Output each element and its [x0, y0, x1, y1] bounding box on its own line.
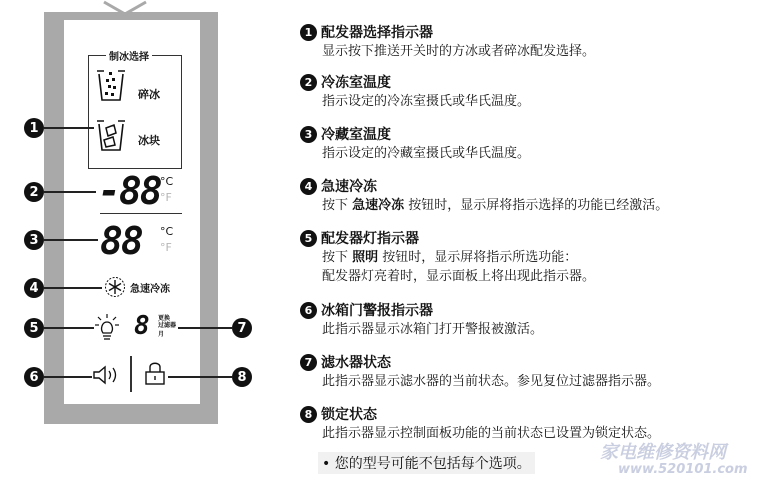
item-text: 按下 急速冷冻 按钮时，显示屏将指示选择的功能已经激活。	[322, 198, 669, 213]
cube-ice-icon[interactable]	[96, 118, 126, 152]
callout-8: 8	[232, 367, 252, 387]
description-item-7	[300, 352, 782, 391]
item-title: 滤水器状态	[321, 355, 391, 371]
callout-7: 7	[232, 318, 252, 338]
fridge-unit-c: °C	[160, 225, 174, 238]
item-title: 冰箱门警报指示器	[321, 303, 433, 319]
leader-5	[44, 327, 94, 329]
display-divider	[100, 213, 182, 214]
callout-2: 2	[24, 182, 44, 202]
crushed-ice-label: 碎冰	[138, 88, 160, 101]
callout-6: 6	[24, 367, 44, 387]
freezer-temp-display: -88	[98, 169, 161, 213]
description-item-5	[300, 228, 782, 286]
light-bulb-icon	[94, 313, 120, 341]
item-number: 2	[300, 74, 317, 91]
leader-6	[44, 376, 92, 378]
leader-8	[168, 376, 232, 378]
description-item-6	[300, 300, 782, 339]
item-text: 按下 照明 按钮时，显示屏将指示所选功能：	[322, 250, 578, 265]
item-text-line-2: 配发器灯亮着时，显示面板上将出现此指示器。	[322, 269, 596, 284]
leader-7	[178, 327, 232, 329]
item-text: 指示设定的冷冻室摄氏或华氏温度。	[322, 94, 531, 109]
filter-text-3: 月	[158, 331, 165, 338]
lock-icon[interactable]	[143, 361, 167, 387]
callout-3: 3	[24, 230, 44, 250]
cube-ice-label: 冰块	[138, 134, 160, 147]
fridge-temp-display: 88	[100, 219, 142, 263]
item-text: 此指示器显示冰箱门打开警报被激活。	[322, 322, 544, 337]
callout-5: 5	[24, 318, 44, 338]
leader-2	[44, 191, 96, 193]
description-item-1	[300, 22, 782, 61]
item-title: 冷藏室温度	[321, 127, 391, 143]
leader-1	[44, 127, 94, 129]
leader-3	[44, 239, 98, 241]
item-number: 8	[300, 406, 317, 423]
item-text: 此指示器显示滤水器的当前状态。参见复位过滤器指示器。	[322, 374, 661, 389]
crushed-ice-icon[interactable]	[96, 68, 126, 102]
ice-select-title: 制冰选择	[106, 48, 152, 63]
item-title: 急速冷冻	[321, 179, 377, 195]
item-number: 5	[300, 230, 317, 247]
icon-divider	[130, 356, 132, 392]
item-text: 此指示器显示控制面板功能的当前状态已设置为锁定状态。	[322, 426, 661, 441]
watermark-url: www.520101.com	[618, 462, 748, 477]
item-number: 3	[300, 126, 317, 143]
description-item-4	[300, 176, 782, 215]
watermark-text: 家电维修资料网	[600, 442, 726, 463]
item-title: 冷冻室温度	[321, 75, 391, 91]
door-alarm-speaker-icon	[92, 364, 122, 386]
footnote: • 您的型号可能不包括每个选项。	[318, 452, 535, 474]
callout-4: 4	[24, 278, 44, 298]
filter-status-digit: 8	[134, 311, 148, 341]
item-number: 1	[300, 24, 317, 41]
leader-4	[44, 287, 102, 289]
freezer-unit-f: °F	[160, 191, 172, 204]
chevron-down-icon	[102, 0, 148, 16]
item-title: 配发器灯指示器	[321, 231, 419, 247]
filter-text-2: 过滤器	[158, 322, 177, 329]
item-number: 6	[300, 302, 317, 319]
item-number: 4	[300, 178, 317, 195]
item-text: 指示设定的冷藏室摄氏或华氏温度。	[322, 146, 531, 161]
item-title: 配发器选择指示器	[321, 25, 433, 41]
fridge-unit-f: °F	[160, 241, 172, 254]
description-item-3	[300, 124, 782, 163]
description-item-2	[300, 72, 782, 111]
freezer-unit-c: °C	[160, 175, 174, 188]
snowflake-icon[interactable]	[104, 276, 126, 298]
item-number: 7	[300, 354, 317, 371]
quick-freeze-label: 急速冷冻	[130, 284, 170, 295]
callout-1: 1	[24, 118, 44, 138]
item-title: 锁定状态	[321, 407, 377, 423]
filter-text-1: 更换	[158, 315, 171, 322]
item-text: 显示按下推送开关时的方冰或者碎冰配发选择。	[322, 44, 596, 59]
